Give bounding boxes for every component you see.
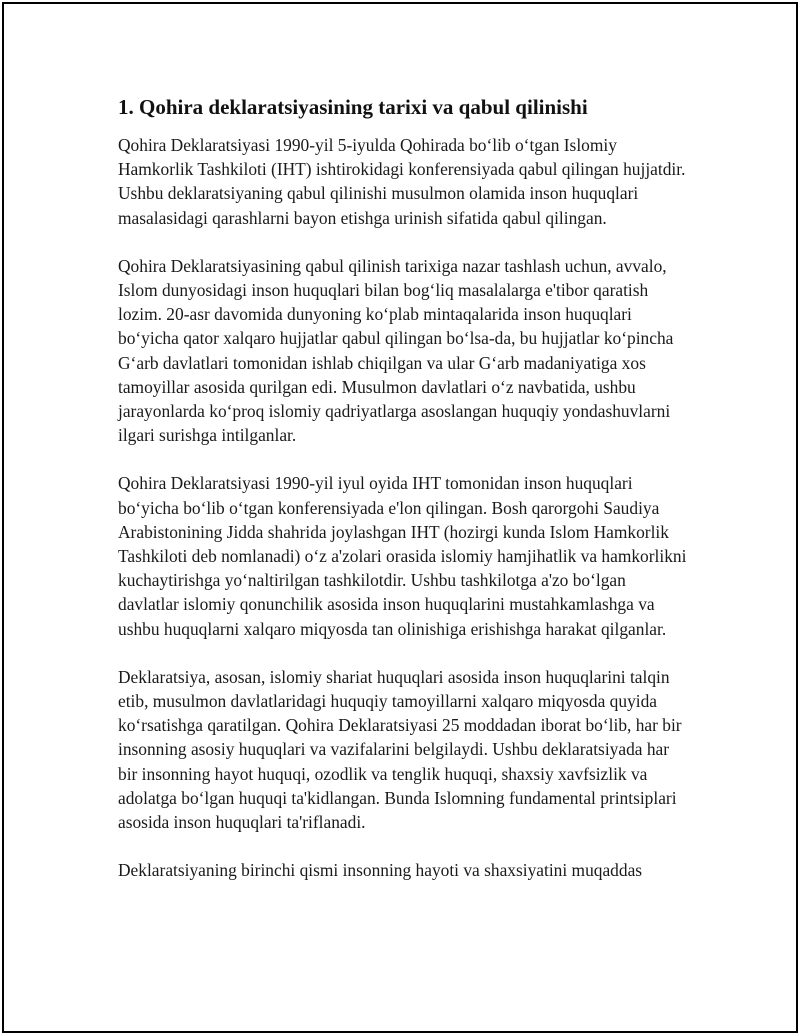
paragraph-3: Qohira Deklaratsiyasi 1990-yil iyul oyida IHT tomonidan inson huquqlari bo‘yicha bo‘lib o‘tgan konferensiyada e'lon qilingan. Bosh qarorgohi Saudiya Arabistonining Jidda shahrida joylashgan IHT (hozirgi kunda Islom Hamkorlik Tashkiloti deb nomlanadi) o‘z a'zolari orasida islomiy hamjihatlik va hamkorlikni kuchaytirishga yo‘naltirilgan tashkilotdir. Ushbu tashkilotga a'zo bo‘lgan davlatlar islomiy qonunchilik asosida inson huquqlarini mustahkamlashga va ushbu huquqlarni xalqaro miqyosda tan olinishiga erishishga harakat qilganlar.: [118, 473, 687, 639]
section-heading: 1. Qohira deklaratsiyasining tarixi va qabul qilinishi: [118, 95, 588, 119]
paragraph-2: Qohira Deklaratsiyasining qabul qilinish tarixiga nazar tashlash uchun, avvalo, Islom dunyosidagi inson huquqlari bilan bog‘liq masalalarga e'tibor qaratish lozim. 20-asr davomida dunyoning ko‘plab mintaqalarida inson huquqlari bo‘yicha qator xalqaro hujjatlar qabul qilingan bo‘lsa-da, bu hujjatlar ko‘pincha G‘arb davlatlari tomonidan ishlab chiqilgan va ular G‘arb madaniyatiga xos tamoyillar asosida qurilgan edi. Musulmon davlatlari o‘z navbatida, ushbu jarayonlarda ko‘proq islomiy qadriyatlarga asoslangan huquqiy yondashuvlarni ilgari surishga intilganlar.: [118, 255, 674, 446]
paragraph-4: Deklaratsiya, asosan, islomiy shariat huquqlari asosida inson huquqlarini talqin etib, musulmon davlatlaridagi huquqiy tamoyillarni xalqaro miqyosda quyida ko‘rsatishga qaratilgan. Qohira Deklaratsiyasi 25 moddadan iborat bo‘lib, har bir insonning asosiy huquqlari va vazifalarini belgilaydi. Ushbu deklaratsiyada har bir insonning hayot huquqi, ozodlik va tenglik huquqi, shaxsiy xavfsizlik va adolatga bo‘lgan huquqi ta'kidlangan. Bunda Islomning fundamental printsiplari asosida inson huquqlari ta'riflanadi.: [118, 666, 682, 833]
document-body: [118, 93, 688, 906]
paragraph-5: Deklaratsiyaning birinchi qismi insonning hayoti va shaxsiyatini muqaddas: [118, 860, 643, 881]
paragraph-1: Qohira Deklaratsiyasi 1990-yil 5-iyulda Qohirada bo‘lib o‘tgan Islomiy Hamkorlik Tashkiloti (IHT) ishtirokidagi konferensiyada qabul qilingan hujjatdir. Ushbu deklaratsiyaning qabul qilinishi musulmon olamida inson huquqlari masalasidagi qarashlarni bayon etishga urinish sifatida qabul qilingan.: [118, 135, 686, 228]
